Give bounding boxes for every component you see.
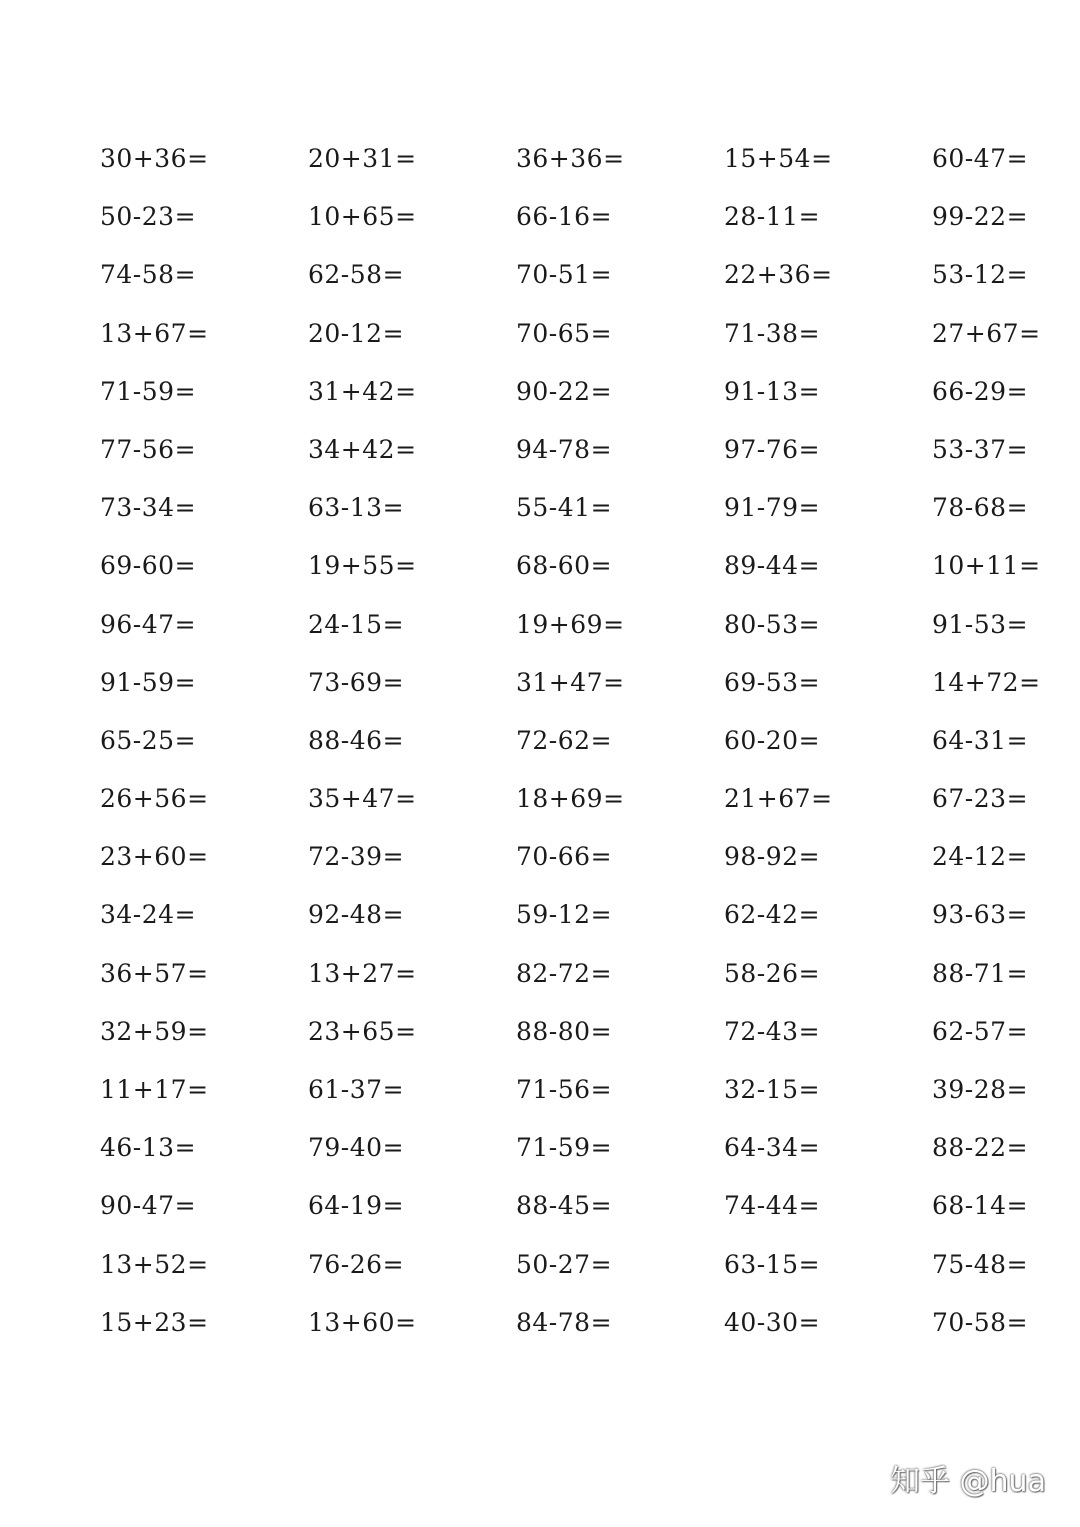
arithmetic-problem: 34-24=: [100, 900, 197, 930]
arithmetic-problem: 64-19=: [308, 1191, 405, 1221]
arithmetic-problem: 10+11=: [932, 551, 1041, 581]
arithmetic-problem: 19+55=: [308, 551, 417, 581]
arithmetic-problem: 53-37=: [932, 434, 1029, 464]
arithmetic-problem: 68-14=: [932, 1191, 1029, 1221]
arithmetic-problem: 34+42=: [308, 434, 417, 464]
arithmetic-problem: 20-12=: [308, 318, 405, 348]
arithmetic-problem: 15+54=: [724, 144, 833, 173]
arithmetic-problem: 13+52=: [100, 1249, 209, 1279]
arithmetic-problem: 36+36=: [516, 144, 625, 173]
arithmetic-problem: 39-28=: [932, 1075, 1029, 1104]
arithmetic-problem: 92-48=: [308, 900, 405, 930]
arithmetic-problem: 70-66=: [516, 842, 613, 872]
arithmetic-problem: 88-46=: [308, 725, 405, 755]
arithmetic-problem: 62-58=: [308, 260, 405, 290]
arithmetic-problem: 18+69=: [516, 784, 625, 814]
arithmetic-problem: 71-59=: [100, 376, 197, 406]
arithmetic-problem: 96-47=: [100, 609, 197, 639]
arithmetic-problem: 98-92=: [724, 842, 821, 872]
arithmetic-problem: 99-22=: [932, 202, 1029, 232]
arithmetic-problem: 20+31=: [308, 144, 417, 173]
arithmetic-problem: 93-63=: [932, 900, 1029, 930]
arithmetic-problem: 70-65=: [516, 318, 613, 348]
arithmetic-problem: 74-44=: [724, 1191, 821, 1221]
arithmetic-problem: 89-44=: [724, 551, 821, 581]
arithmetic-problem: 63-15=: [724, 1249, 821, 1279]
arithmetic-problem: 72-62=: [516, 725, 613, 755]
arithmetic-problem: 46-13=: [100, 1133, 197, 1163]
arithmetic-problem: 58-26=: [724, 958, 821, 988]
arithmetic-problem: 19+69=: [516, 609, 625, 639]
arithmetic-problem: 60-20=: [724, 725, 821, 755]
arithmetic-problem: 90-22=: [516, 376, 613, 406]
arithmetic-problem: 36+57=: [100, 958, 209, 988]
arithmetic-problem: 13+60=: [308, 1307, 417, 1337]
arithmetic-problem: 90-47=: [100, 1191, 197, 1221]
arithmetic-worksheet: [100, 130, 1060, 1352]
arithmetic-problem: 72-39=: [308, 842, 405, 872]
arithmetic-problem: 77-56=: [100, 434, 197, 464]
arithmetic-problem: 24-15=: [308, 609, 405, 639]
arithmetic-problem: 13+27=: [308, 958, 417, 988]
arithmetic-problem: 71-56=: [516, 1075, 613, 1104]
arithmetic-problem: 88-71=: [932, 958, 1029, 988]
arithmetic-problem: 24-12=: [932, 842, 1029, 872]
arithmetic-problem: 91-53=: [932, 609, 1029, 639]
arithmetic-problem: 72-43=: [724, 1016, 821, 1046]
arithmetic-problem: 53-12=: [932, 260, 1029, 290]
arithmetic-problem: 32+59=: [100, 1016, 209, 1046]
arithmetic-problem: 31+47=: [516, 667, 625, 697]
arithmetic-problem: 71-38=: [724, 318, 821, 348]
arithmetic-problem: 26+56=: [100, 784, 209, 814]
arithmetic-problem: 59-12=: [516, 900, 613, 930]
arithmetic-problem: 76-26=: [308, 1249, 405, 1279]
arithmetic-problem: 91-79=: [724, 493, 821, 523]
arithmetic-problem: 65-25=: [100, 725, 197, 755]
arithmetic-problem: 27+67=: [932, 318, 1041, 348]
arithmetic-problem: 91-59=: [100, 667, 197, 697]
arithmetic-problem: 97-76=: [724, 434, 821, 464]
arithmetic-problem: 23+60=: [100, 842, 209, 872]
arithmetic-problem: 13+67=: [100, 318, 209, 348]
arithmetic-problem: 22+36=: [724, 260, 833, 290]
arithmetic-problem: 55-41=: [516, 493, 613, 523]
arithmetic-problem: 73-34=: [100, 493, 197, 523]
arithmetic-problem: 64-34=: [724, 1133, 821, 1163]
arithmetic-problem: 82-72=: [516, 958, 613, 988]
arithmetic-problem: 64-31=: [932, 725, 1029, 755]
arithmetic-problem: 62-57=: [932, 1016, 1029, 1046]
arithmetic-problem: 10+65=: [308, 202, 417, 232]
arithmetic-problem: 11+17=: [100, 1075, 209, 1104]
arithmetic-problem: 35+47=: [308, 784, 417, 814]
arithmetic-problem: 30+36=: [100, 144, 209, 173]
arithmetic-problem: 31+42=: [308, 376, 417, 406]
arithmetic-problem: 63-13=: [308, 493, 405, 523]
arithmetic-problem: 73-69=: [308, 667, 405, 697]
arithmetic-problem: 84-78=: [516, 1307, 613, 1337]
arithmetic-problem: 91-13=: [724, 376, 821, 406]
arithmetic-problem: 71-59=: [516, 1133, 613, 1163]
arithmetic-problem: 28-11=: [724, 202, 821, 232]
arithmetic-problem: 70-51=: [516, 260, 613, 290]
arithmetic-problem: 74-58=: [100, 260, 197, 290]
arithmetic-problem: 79-40=: [308, 1133, 405, 1163]
arithmetic-problem: 69-60=: [100, 551, 197, 581]
arithmetic-problem: 78-68=: [932, 493, 1029, 523]
arithmetic-problem: 50-27=: [516, 1249, 613, 1279]
arithmetic-problem: 88-80=: [516, 1016, 613, 1046]
arithmetic-problem: 66-16=: [516, 202, 613, 232]
arithmetic-problem: 50-23=: [100, 202, 197, 232]
arithmetic-problem: 67-23=: [932, 784, 1029, 814]
arithmetic-problem: 60-47=: [932, 144, 1029, 173]
arithmetic-problem: 69-53=: [724, 667, 821, 697]
arithmetic-problem: 68-60=: [516, 551, 613, 581]
arithmetic-problem: 62-42=: [724, 900, 821, 930]
arithmetic-problem: 94-78=: [516, 434, 613, 464]
arithmetic-problem: 80-53=: [724, 609, 821, 639]
arithmetic-problem: 14+72=: [932, 667, 1041, 697]
arithmetic-problem: 32-15=: [724, 1075, 821, 1104]
arithmetic-problem: 88-45=: [516, 1191, 613, 1221]
arithmetic-problem: 21+67=: [724, 784, 833, 814]
arithmetic-problem: 23+65=: [308, 1016, 417, 1046]
arithmetic-problem: 40-30=: [724, 1307, 821, 1337]
zhihu-watermark: 知乎 @hua: [890, 1464, 1046, 1499]
arithmetic-problem: 70-58=: [932, 1307, 1029, 1337]
arithmetic-problem: 61-37=: [308, 1075, 405, 1104]
arithmetic-problem: 15+23=: [100, 1307, 209, 1337]
arithmetic-problem: 66-29=: [932, 376, 1029, 406]
arithmetic-problem: 75-48=: [932, 1249, 1029, 1279]
arithmetic-problem: 88-22=: [932, 1133, 1029, 1163]
